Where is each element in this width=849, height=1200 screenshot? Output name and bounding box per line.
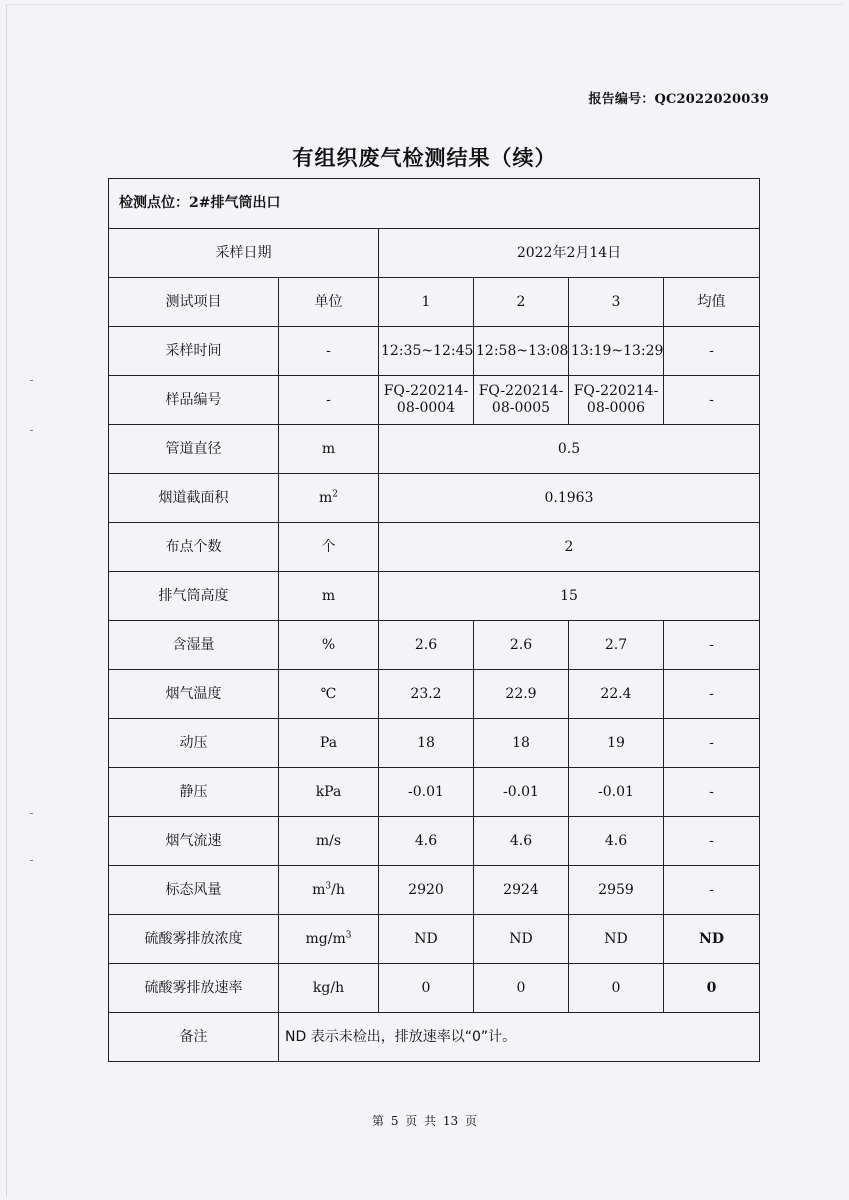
- row-label: 硫酸雾排放速率: [109, 964, 279, 1013]
- page-number: 第 5 页 共 13 页: [372, 1114, 477, 1128]
- table-row: [109, 768, 760, 817]
- unit-exponent: 2: [332, 488, 338, 499]
- col-run2: 2: [474, 278, 569, 327]
- cell-avg: -: [664, 866, 760, 915]
- col-run1: 1: [379, 278, 474, 327]
- row-label: 动压: [109, 719, 279, 768]
- row-label: 管道直径: [109, 425, 279, 474]
- row-unit: ℃: [279, 670, 379, 719]
- table-row: [109, 621, 760, 670]
- row-unit: 个: [279, 523, 379, 572]
- cell-run3: 0: [569, 964, 664, 1013]
- row-unit: [279, 474, 379, 523]
- row-label: 样品编号: [109, 376, 279, 425]
- sampling-date-value: 2022年2月14日: [379, 229, 760, 278]
- unit-base: mg/m: [305, 930, 346, 947]
- cell-run3: -0.01: [569, 768, 664, 817]
- unit-base: m: [312, 881, 326, 898]
- cell-run1: ND: [379, 915, 474, 964]
- unit-tail: /h: [331, 881, 345, 898]
- table-row: [109, 817, 760, 866]
- cell-run1: 2.6: [379, 621, 474, 670]
- table-row: [109, 719, 760, 768]
- cell-run3: 13:19~13:29: [569, 327, 664, 376]
- cell-avg: -: [664, 621, 760, 670]
- row-unit: m: [279, 425, 379, 474]
- cell-run2: 22.9: [474, 670, 569, 719]
- row-unit: kg/h: [279, 964, 379, 1013]
- cell-run3: FQ-220214-08-0006: [569, 376, 664, 425]
- cell-avg: -: [664, 817, 760, 866]
- table-row: [109, 915, 760, 964]
- cell-avg: -: [664, 376, 760, 425]
- cell-run1: 18: [379, 719, 474, 768]
- cell-run2: 18: [474, 719, 569, 768]
- scan-speck: [30, 380, 33, 381]
- col-item: 测试项目: [109, 278, 279, 327]
- row-label: 烟气温度: [109, 670, 279, 719]
- cell-run1: 12:35~12:45: [379, 327, 474, 376]
- cell-run1: 2920: [379, 866, 474, 915]
- cell-avg: -: [664, 327, 760, 376]
- row-label: 烟道截面积: [109, 474, 279, 523]
- row-label: 含湿量: [109, 621, 279, 670]
- table-row: [109, 670, 760, 719]
- scan-speck: [30, 860, 33, 861]
- unit-exponent: 3: [345, 929, 352, 940]
- table-row: [109, 425, 760, 474]
- table-row: [109, 327, 760, 376]
- row-unit: kPa: [279, 768, 379, 817]
- cell-avg: -: [664, 768, 760, 817]
- row-label: 硫酸雾排放浓度: [109, 915, 279, 964]
- remark-row: [109, 1013, 760, 1062]
- cell-run2: 4.6: [474, 817, 569, 866]
- row-label: 布点个数: [109, 523, 279, 572]
- cell-run2: 12:58~13:08: [474, 327, 569, 376]
- cell-run3: 22.4: [569, 670, 664, 719]
- report-number: 报告编号：QC2022020039: [588, 92, 769, 107]
- table-row: [109, 376, 760, 425]
- cell-avg: -: [664, 719, 760, 768]
- row-unit: [279, 915, 379, 964]
- row-label: 排气筒高度: [109, 572, 279, 621]
- cell-run1: 0: [379, 964, 474, 1013]
- merged-value: 0.1963: [379, 474, 760, 523]
- cell-run1: -0.01: [379, 768, 474, 817]
- table-row: [109, 964, 760, 1013]
- scan-speck: [30, 813, 33, 814]
- row-unit: Pa: [279, 719, 379, 768]
- merged-value: 2: [379, 523, 760, 572]
- row-unit: m/s: [279, 817, 379, 866]
- cell-avg: 0: [664, 964, 760, 1013]
- results-table: [108, 178, 760, 1062]
- row-unit: %: [279, 621, 379, 670]
- merged-value: 0.5: [379, 425, 760, 474]
- col-unit: 单位: [279, 278, 379, 327]
- cell-run2: -0.01: [474, 768, 569, 817]
- row-unit: -: [279, 376, 379, 425]
- row-label: 标态风量: [109, 866, 279, 915]
- table-row: [109, 866, 760, 915]
- remark-text: ND 表示未检出，排放速率以“0”计。: [279, 1013, 760, 1062]
- scan-speck: [30, 430, 33, 431]
- cell-run2: 0: [474, 964, 569, 1013]
- row-label: 采样时间: [109, 327, 279, 376]
- cell-avg: -: [664, 670, 760, 719]
- unit-base: m: [318, 489, 333, 506]
- cell-run3: ND: [569, 915, 664, 964]
- row-unit: m: [279, 572, 379, 621]
- table-row: [109, 523, 760, 572]
- cell-run3: 2959: [569, 866, 664, 915]
- sampling-date-label: 采样日期: [109, 229, 379, 278]
- unit-exponent: 3: [325, 880, 332, 891]
- merged-value: 15: [379, 572, 760, 621]
- cell-avg: ND: [664, 915, 760, 964]
- cell-run2: 2.6: [474, 621, 569, 670]
- cell-run2: FQ-220214-08-0005: [474, 376, 569, 425]
- table-row: [109, 474, 760, 523]
- remark-label: 备注: [109, 1013, 279, 1062]
- col-avg: 均值: [664, 278, 760, 327]
- site-label: 检测点位：2#排气筒出口: [109, 179, 760, 229]
- page-title: 有组织废气检测结果（续）: [292, 145, 557, 170]
- row-unit: [279, 866, 379, 915]
- row-label: 静压: [109, 768, 279, 817]
- cell-run1: 4.6: [379, 817, 474, 866]
- header-row: [109, 278, 760, 327]
- row-label: 烟气流速: [109, 817, 279, 866]
- cell-run3: 19: [569, 719, 664, 768]
- table-row: [109, 572, 760, 621]
- row-unit: -: [279, 327, 379, 376]
- cell-run1: 23.2: [379, 670, 474, 719]
- site-row: [109, 179, 760, 229]
- cell-run2: ND: [474, 915, 569, 964]
- cell-run2: 2924: [474, 866, 569, 915]
- cell-run3: 2.7: [569, 621, 664, 670]
- col-run3: 3: [569, 278, 664, 327]
- cell-run1: FQ-220214-08-0004: [379, 376, 474, 425]
- cell-run3: 4.6: [569, 817, 664, 866]
- date-row: [109, 229, 760, 278]
